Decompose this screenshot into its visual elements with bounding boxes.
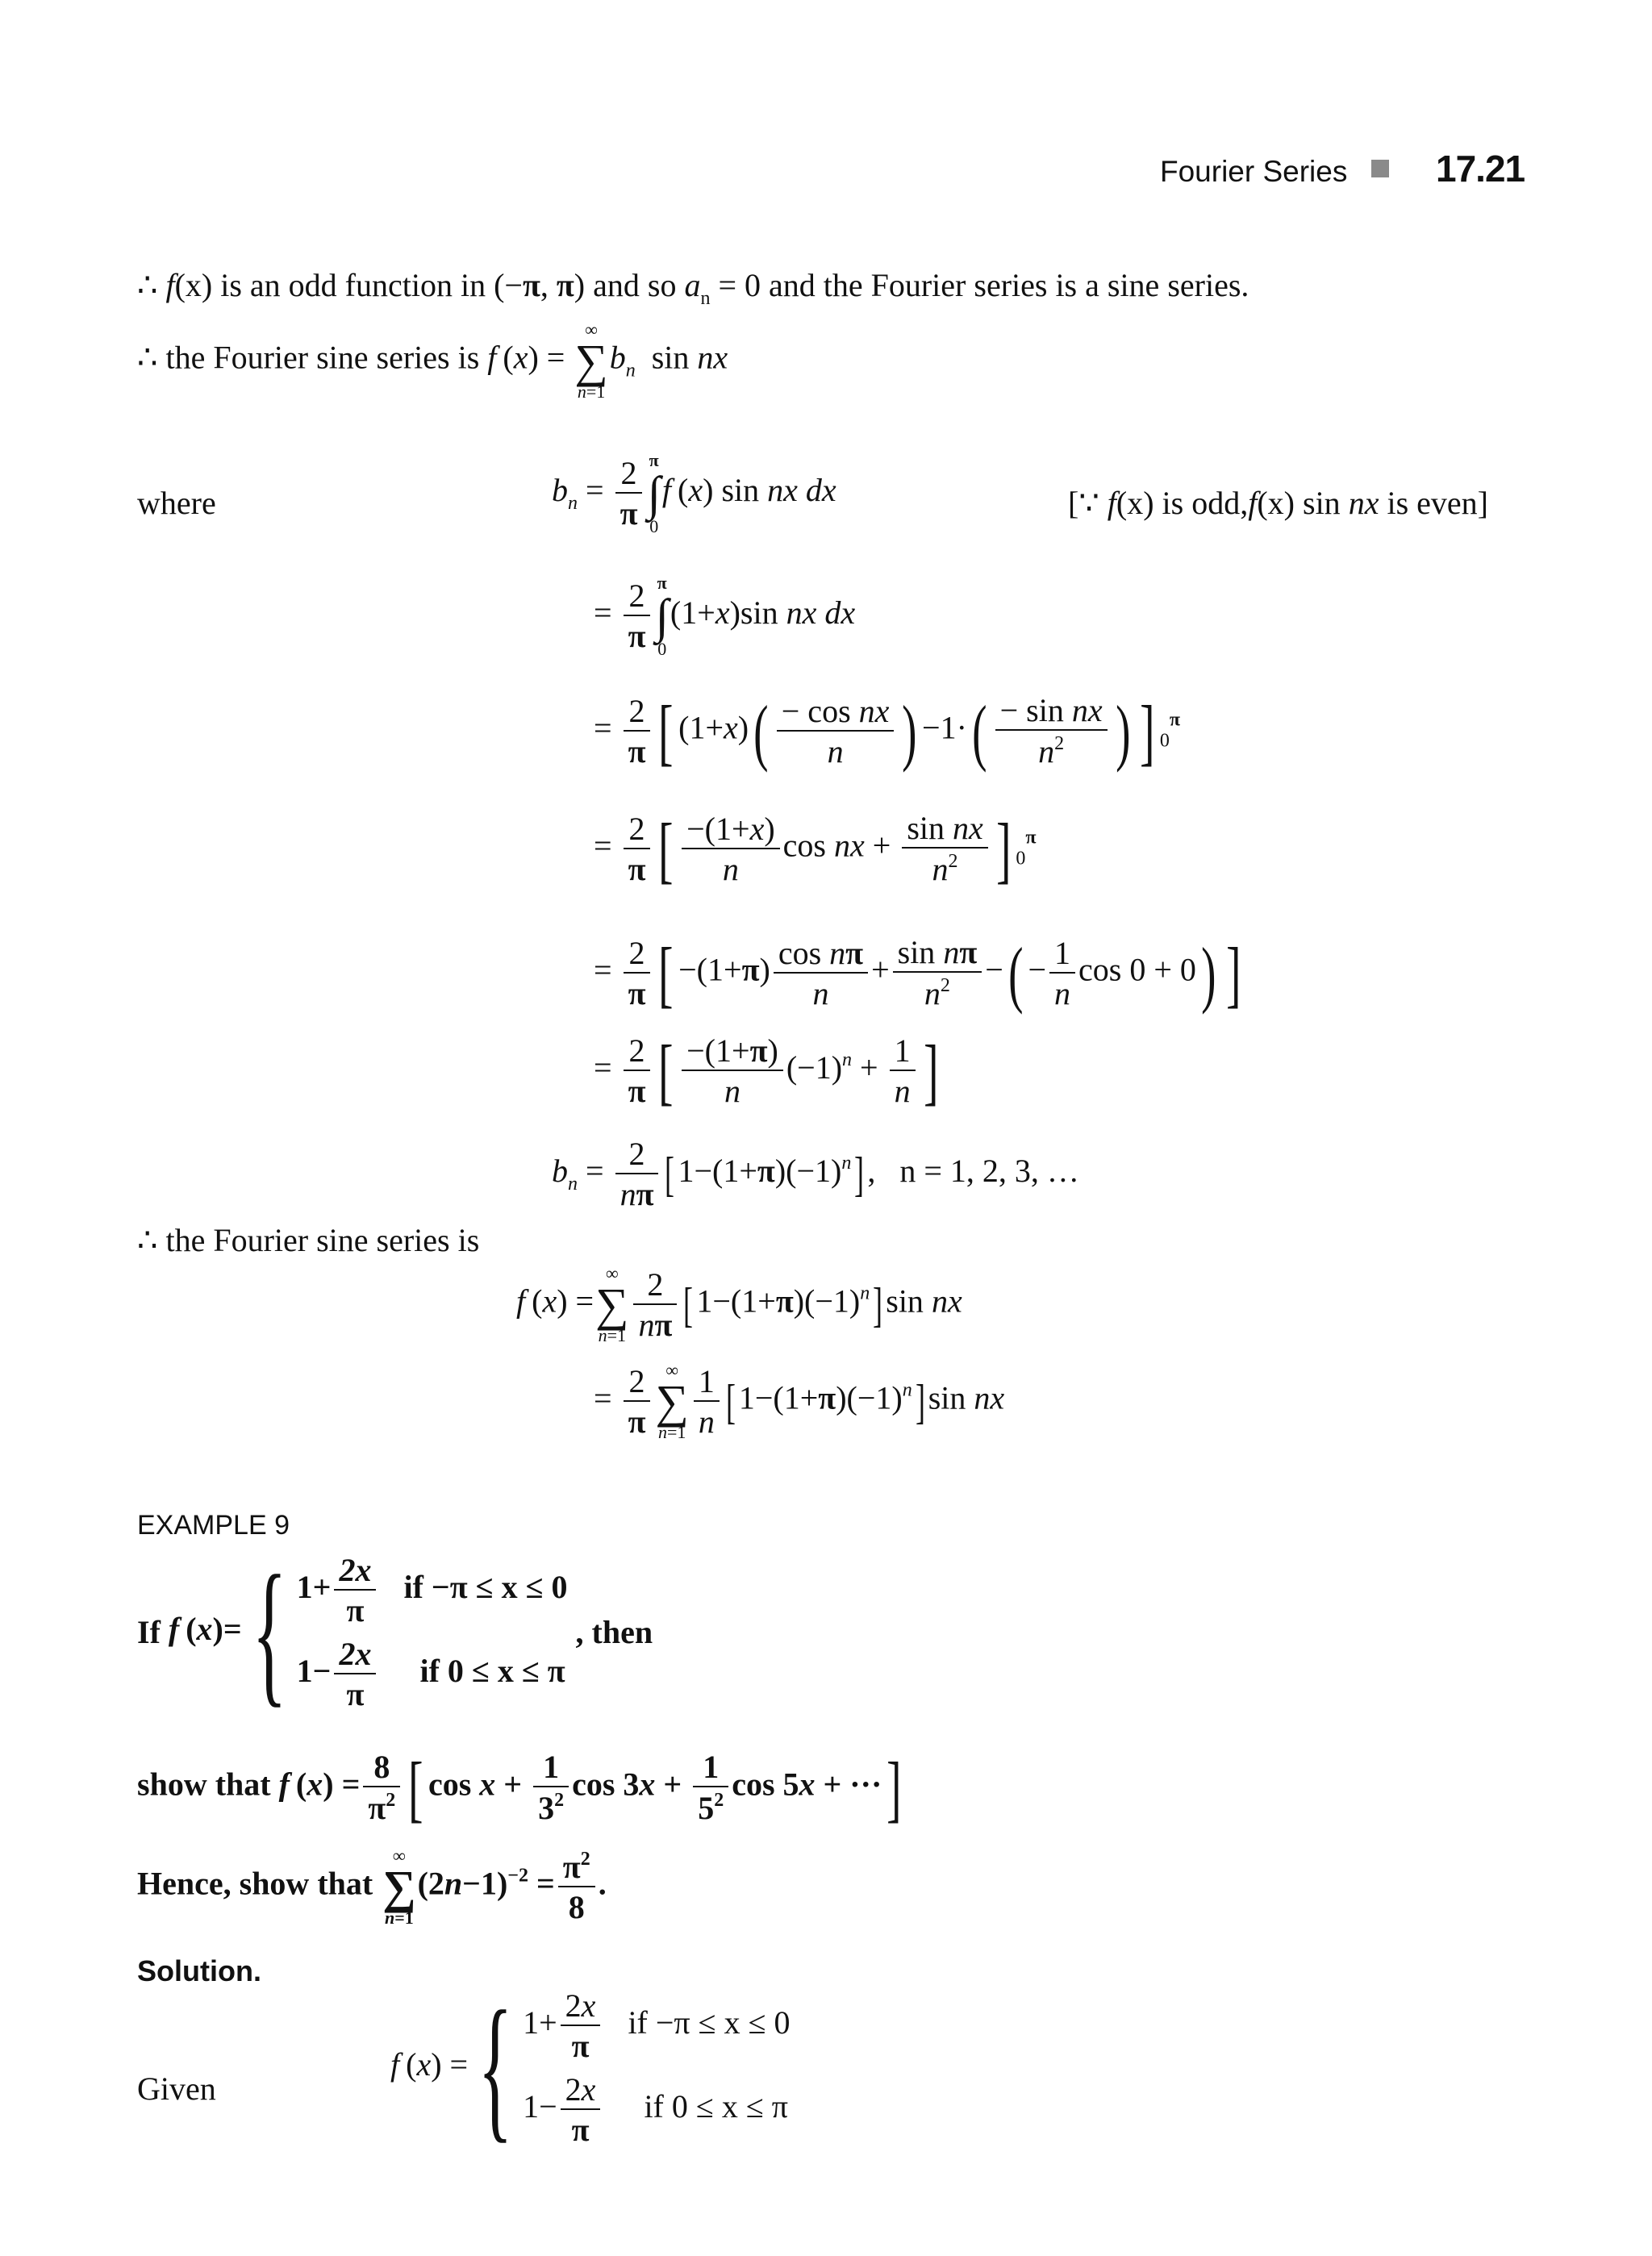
where-label: where [137, 485, 216, 521]
step-cos-npi: = $\frac{2}{\pi}$ [ $\frac{-(1+\pi)}{n}$ $(-1)^n$ + $\frac{1}{n}$ ] [594, 1030, 939, 1112]
series-intro: ∴ the Fourier sine series is [137, 1222, 480, 1258]
given-piecewise: f (x) ={ 1+ $\frac{2x}{\pi}$ if −π ≤ x ≤ 0 1− $\frac{2x}{\pi}$ if 0 ≤ x ≤ π [390, 1979, 791, 2157]
final-series-1: f (x) = ∞ ∑ n=1 $\frac{2}{n\pi}$ $[1-(1+\pi)(-1)^n]\sin$ nx [516, 1263, 962, 1346]
example-show-that: show that f (x) = $\frac{8}{\pi^2}$ [ cos x + $\frac{1}{3^2}$ cos 3x + $\frac{1}{5^2}$ cos 5x + ···] [137, 1746, 902, 1829]
example-piecewise: If f (x)={ 1+ $\frac{2x}{\pi}$ if −π ≤ x ≤ 0 1− $\frac{2x}{\pi}$ if 0 ≤ x ≤ π , then [137, 1543, 653, 1721]
page-number: 17.21 [1436, 148, 1525, 190]
odd-function-statement: ∴ f(x) is an odd function in (−π, π) and so $a_n = 0$ and the Fourier series is a sine series. [137, 267, 1249, 309]
given-label: Given [137, 2070, 216, 2107]
odd-even-reason: [∵ f(x) is odd,f(x) sin nx is even] [1068, 485, 1488, 521]
bn-range: n = 1, 2, 3, … [899, 1153, 1079, 1190]
example-label: EXAMPLE 9 [137, 1510, 290, 1541]
step-integration-by-parts: = $\frac{2}{\pi}$ [ (1+x)( $\frac{\text{− cos nx}}{n}$ ) −1·( $\frac{\text{− sin nx}}{n^2}$ ) ] $_0^\pi$ [594, 690, 1181, 773]
bn-result: $b_n$ = $\frac{2}{n\pi}$ $[1-(1+\pi)(-1)^n]$, n = 1, 2, 3, … [552, 1136, 1079, 1212]
header-square-icon [1371, 160, 1389, 177]
running-title: Fourier Series [1160, 155, 1348, 188]
step-evaluated-limits: = $\frac{2}{\pi}$ [ −(1+π) $\frac{\text{cos nπ}}{n}$ + $\frac{\text{sin nπ}}{n^2}$ −( − $\frac{1}{n}$ cos 0 + 0) ] [594, 932, 1241, 1015]
step-simplified-antiderivative: = $\frac{2}{\pi}$ [ $\frac{-(1+x)}{n}$ cos nx + $\frac{\text{sin nx}}{n^2}$ ] $_0^\pi$ [594, 807, 1037, 890]
step-integral-substituted: = $\frac{2}{\pi}$ π ∫ 0 (1+x)sin nx dx [594, 573, 856, 659]
solution-label: Solution. [137, 1954, 261, 1987]
bn-integral-definition: $b_n$ = $\frac{2}{\pi}$ π ∫ 0 f (x) sin nx dx [552, 450, 836, 536]
example-hence: Hence, show that ∞ ∑ n=1 $(2n-1)^{-2}$ = $\frac{\pi^2}{8}$ . [137, 1845, 607, 1929]
sine-series-general: ∴ the Fourier sine series is f (x) = ∞ ∑ n=1 $b_n$ sin nx [137, 319, 728, 402]
final-series-2: = $\frac{2}{\pi}$ ∞ ∑ n=1 $\frac{1}{n}$ $[1-(1+\pi)(-1)^n]\sin$ nx [594, 1360, 1005, 1443]
